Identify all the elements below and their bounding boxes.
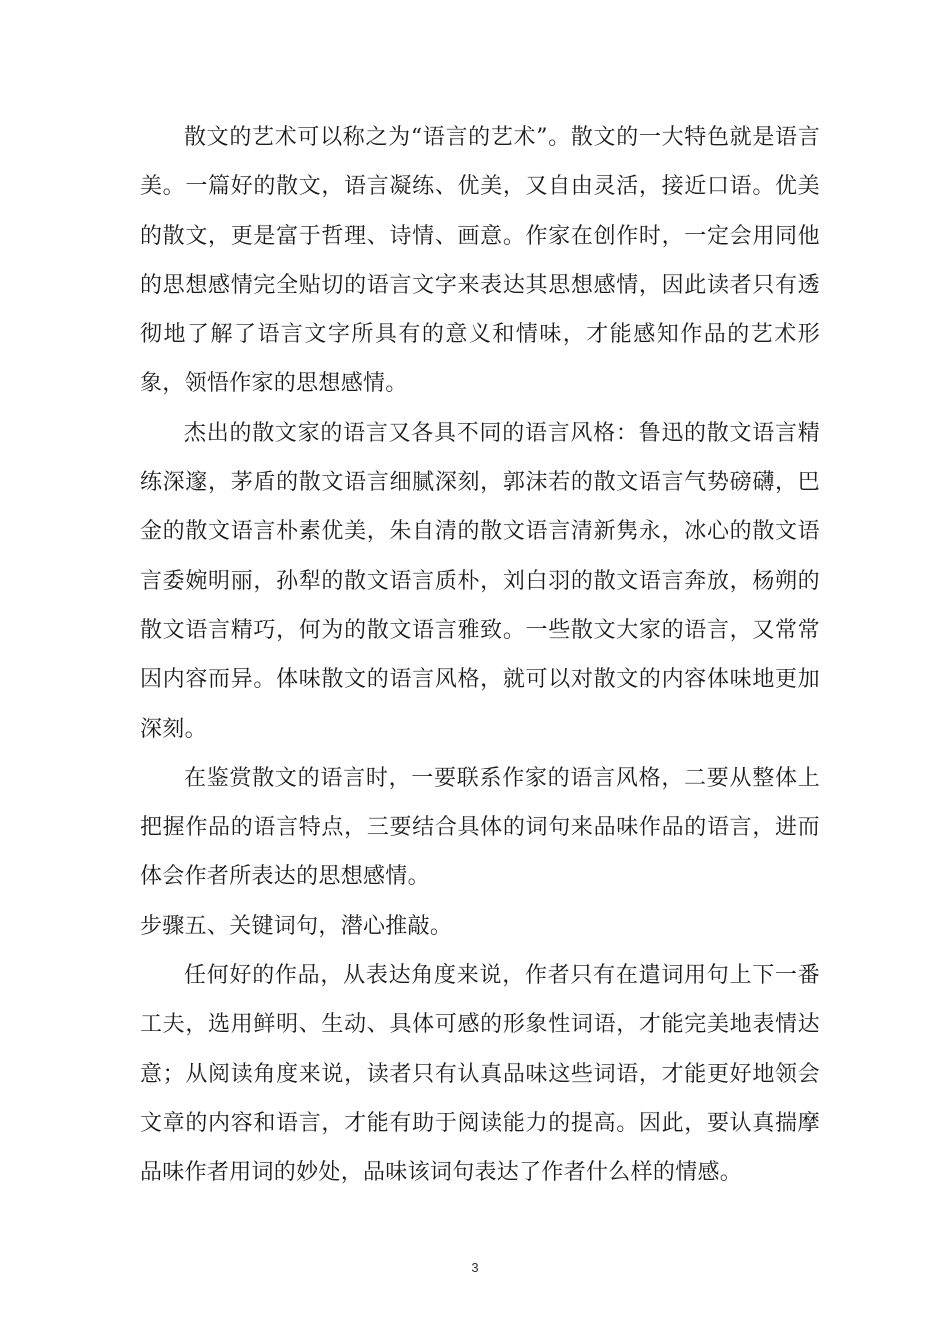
paragraph-language-styles: 杰出的散文家的语言又各具不同的语言风格：鲁迅的散文语言精练深邃，茅盾的散文语言细腻深刻，郭沫若的散文语言气势磅礴，巴金的散文语言朴素优美，朱自清的散文语言清新隽永，冰心的散文语言委婉明丽，孙犁的散文语言质朴，刘白羽的散文语言奔放，杨朔的散文语言精巧，何为的散文语言雅致。一些散文大家的语言，又常常因内容而异。体味散文的语言风格，就可以对散文的内容体味地更加深刻。 (140, 420, 820, 742)
paragraph-key-words: 任何好的作品，从表达角度来说，作者只有在遣词用句上下一番工夫，选用鲜明、生动、具体可感的形象性词语，才能完美地表情达意；从阅读角度来说，读者只有认真品味这些词语，才能更好地领会文章的内容和语言，才能有助于阅读能力的提高。因此，要认真揣摩品味作者用词的妙处，品味该词句表达了作者什么样的情感。 (140, 963, 820, 1186)
paragraph-appreciation-method: 在鉴赏散文的语言时，一要联系作家的语言风格，二要从整体上把握作品的语言特点，三要结合具体的词句来品味作品的语言，进而体会作者所表达的思想感情。 (140, 765, 820, 890)
section-heading-step-five: 步骤五、关键词句，潜心推敲。 (140, 913, 453, 939)
page-body (140, 113, 820, 1198)
paragraph-language-art: 散文的艺术可以称之为“语言的艺术”。散文的一大特色就是语言美。一篇好的散文，语言凝练、优美，又自由灵活，接近口语。优美的散文，更是富于哲理、诗情、画意。作家在创作时，一定会用同他的思想感情完全贴切的语言文字来表达其思想感情，因此读者只有透彻地了解了语言文字所具有的意义和情味，才能感知作品的艺术形象，领悟作家的思想感情。 (140, 125, 820, 397)
page-number: 3 (471, 1260, 479, 1275)
